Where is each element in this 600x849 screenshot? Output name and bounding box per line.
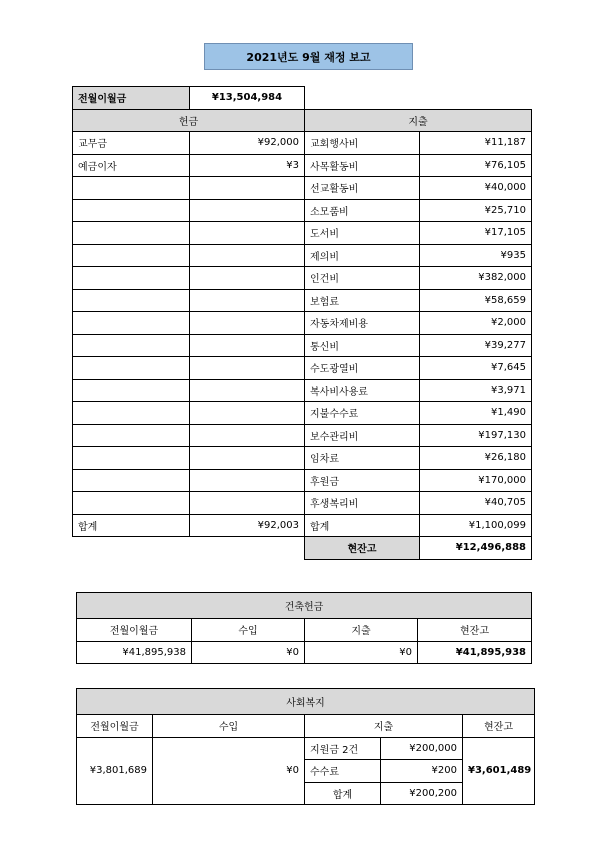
expense-label: 후생복리비 bbox=[305, 492, 420, 515]
income-value bbox=[190, 244, 305, 267]
ledger-row bbox=[73, 492, 532, 515]
welfare-table bbox=[76, 688, 535, 805]
income-total-value: ¥92,003 bbox=[190, 514, 305, 537]
welfare-balance-value: ¥3,601,489 bbox=[463, 737, 535, 805]
income-value bbox=[190, 447, 305, 470]
building-header-balance: 현잔고 bbox=[418, 619, 532, 642]
income-value bbox=[190, 379, 305, 402]
income-label bbox=[73, 312, 190, 335]
expense-value: ¥58,659 bbox=[420, 289, 532, 312]
ledger-row bbox=[73, 424, 532, 447]
expense-label: 제의비 bbox=[305, 244, 420, 267]
welfare-expense-label: 수수료 bbox=[305, 760, 381, 783]
expense-label: 임차료 bbox=[305, 447, 420, 470]
expense-value: ¥25,710 bbox=[420, 199, 532, 222]
cash-header: 헌금 bbox=[73, 109, 305, 132]
welfare-header-income: 수입 bbox=[153, 715, 305, 738]
building-balance-value: ¥41,895,938 bbox=[418, 641, 532, 664]
ledger-row bbox=[73, 334, 532, 357]
income-label bbox=[73, 222, 190, 245]
building-header-income: 수입 bbox=[192, 619, 305, 642]
welfare-expense-total-value: ¥200,200 bbox=[381, 782, 463, 805]
income-label bbox=[73, 424, 190, 447]
building-expense-value: ¥0 bbox=[305, 641, 418, 664]
income-value bbox=[190, 267, 305, 290]
income-label bbox=[73, 379, 190, 402]
expense-value: ¥7,645 bbox=[420, 357, 532, 380]
expense-label: 통신비 bbox=[305, 334, 420, 357]
welfare-header-carry: 전월이월금 bbox=[77, 715, 153, 738]
building-header-expense: 지출 bbox=[305, 619, 418, 642]
expense-label: 인건비 bbox=[305, 267, 420, 290]
income-label bbox=[73, 334, 190, 357]
income-label bbox=[73, 244, 190, 267]
income-value bbox=[190, 357, 305, 380]
welfare-expense-label: 지원금 2건 bbox=[305, 737, 381, 760]
income-value bbox=[190, 222, 305, 245]
expense-value: ¥3,971 bbox=[420, 379, 532, 402]
expense-total-label: 합계 bbox=[305, 514, 420, 537]
expense-value: ¥40,000 bbox=[420, 177, 532, 200]
ledger-row bbox=[73, 379, 532, 402]
income-label bbox=[73, 357, 190, 380]
expense-label: 후원금 bbox=[305, 469, 420, 492]
ledger-row bbox=[73, 402, 532, 425]
main-report-table bbox=[72, 86, 532, 560]
ledger-row bbox=[73, 222, 532, 245]
expense-value: ¥40,705 bbox=[420, 492, 532, 515]
ledger-row bbox=[73, 312, 532, 335]
building-income-value: ¥0 bbox=[192, 641, 305, 664]
expense-label: 보험료 bbox=[305, 289, 420, 312]
welfare-title: 사회복지 bbox=[77, 689, 535, 715]
expense-value: ¥17,105 bbox=[420, 222, 532, 245]
ledger-row bbox=[73, 154, 532, 177]
welfare-income-value: ¥0 bbox=[153, 737, 305, 805]
ledger-row bbox=[73, 132, 532, 155]
ledger-row bbox=[73, 199, 532, 222]
carry-value: ¥13,504,984 bbox=[190, 87, 305, 110]
expense-header: 지출 bbox=[305, 109, 532, 132]
income-value bbox=[190, 312, 305, 335]
balance-label: 현잔고 bbox=[305, 537, 420, 560]
ledger-row bbox=[73, 177, 532, 200]
income-value bbox=[190, 492, 305, 515]
ledger-row bbox=[73, 289, 532, 312]
ledger-row bbox=[73, 267, 532, 290]
ledger-row bbox=[73, 357, 532, 380]
income-value bbox=[190, 289, 305, 312]
expense-label: 자동차제비용 bbox=[305, 312, 420, 335]
building-fund-table bbox=[76, 592, 532, 664]
expense-total-value: ¥1,100,099 bbox=[420, 514, 532, 537]
income-value bbox=[190, 199, 305, 222]
welfare-header-balance: 현잔고 bbox=[463, 715, 535, 738]
ledger-row bbox=[73, 447, 532, 470]
income-label bbox=[73, 492, 190, 515]
building-header-carry: 전월이월금 bbox=[77, 619, 192, 642]
welfare-expense-value: ¥200 bbox=[381, 760, 463, 783]
expense-value: ¥39,277 bbox=[420, 334, 532, 357]
welfare-expense-total-label: 합계 bbox=[305, 782, 381, 805]
ledger-row bbox=[73, 469, 532, 492]
expense-label: 교회행사비 bbox=[305, 132, 420, 155]
income-value bbox=[190, 334, 305, 357]
income-value bbox=[190, 469, 305, 492]
income-label bbox=[73, 177, 190, 200]
expense-value: ¥170,000 bbox=[420, 469, 532, 492]
income-label bbox=[73, 469, 190, 492]
income-label bbox=[73, 447, 190, 470]
income-value bbox=[190, 177, 305, 200]
building-carry-value: ¥41,895,938 bbox=[77, 641, 192, 664]
expense-label: 수도광열비 bbox=[305, 357, 420, 380]
expense-value: ¥76,105 bbox=[420, 154, 532, 177]
building-title: 건축헌금 bbox=[77, 593, 532, 619]
ledger-row bbox=[73, 244, 532, 267]
expense-value: ¥1,490 bbox=[420, 402, 532, 425]
carry-label: 전월이월금 bbox=[73, 87, 190, 110]
income-label bbox=[73, 199, 190, 222]
expense-label: 선교활동비 bbox=[305, 177, 420, 200]
income-label bbox=[73, 289, 190, 312]
income-value: ¥3 bbox=[190, 154, 305, 177]
expense-value: ¥935 bbox=[420, 244, 532, 267]
income-label bbox=[73, 402, 190, 425]
expense-value: ¥26,180 bbox=[420, 447, 532, 470]
income-label: 교무금 bbox=[73, 132, 190, 155]
welfare-carry-value: ¥3,801,689 bbox=[77, 737, 153, 805]
income-value bbox=[190, 402, 305, 425]
expense-value: ¥2,000 bbox=[420, 312, 532, 335]
expense-label: 도서비 bbox=[305, 222, 420, 245]
expense-value: ¥382,000 bbox=[420, 267, 532, 290]
expense-value: ¥197,130 bbox=[420, 424, 532, 447]
income-label: 예금이자 bbox=[73, 154, 190, 177]
income-value: ¥92,000 bbox=[190, 132, 305, 155]
expense-value: ¥11,187 bbox=[420, 132, 532, 155]
income-total-label: 합계 bbox=[73, 514, 190, 537]
expense-label: 지불수수료 bbox=[305, 402, 420, 425]
expense-label: 복사비사용료 bbox=[305, 379, 420, 402]
welfare-header-expense: 지출 bbox=[305, 715, 463, 738]
income-value bbox=[190, 424, 305, 447]
expense-label: 사목활동비 bbox=[305, 154, 420, 177]
expense-label: 소모품비 bbox=[305, 199, 420, 222]
balance-value: ¥12,496,888 bbox=[420, 537, 532, 560]
welfare-expense-value: ¥200,000 bbox=[381, 737, 463, 760]
income-label bbox=[73, 267, 190, 290]
expense-label: 보수관리비 bbox=[305, 424, 420, 447]
page-title: 2021년도 9월 재정 보고 bbox=[204, 43, 413, 70]
